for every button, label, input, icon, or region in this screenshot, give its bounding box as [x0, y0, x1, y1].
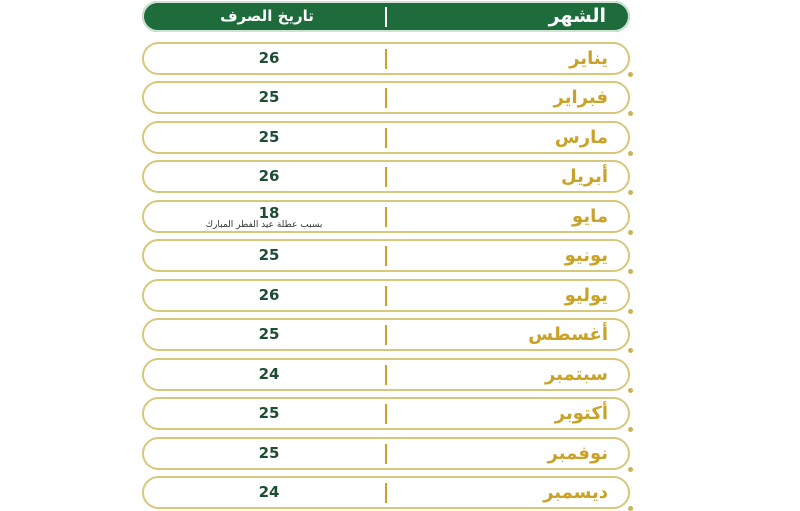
row-divider [385, 246, 387, 266]
month-name: يناير [569, 48, 608, 69]
payment-day: 25 [258, 444, 280, 462]
eid-holiday-note: بسبب عطلة عيد الفطر المبارك [205, 220, 323, 230]
row-divider [385, 207, 387, 227]
row-divider [385, 444, 387, 464]
row-divider [385, 167, 387, 187]
month-name: يونيو [564, 245, 608, 266]
month-name: يوليو [564, 285, 608, 306]
payment-day: 26 [258, 167, 280, 185]
row-divider [385, 483, 387, 503]
payment-day: 24 [258, 483, 280, 501]
row-divider [385, 325, 387, 345]
header-divider [385, 7, 387, 27]
month-name: نوفمبر [547, 443, 608, 464]
payment-day: 26 [258, 286, 280, 304]
payment-day: 25 [258, 88, 280, 106]
table-row [142, 476, 630, 509]
row-divider [385, 88, 387, 108]
row-divider [385, 49, 387, 69]
table-row [142, 160, 630, 193]
table-row [142, 397, 630, 430]
table-header [142, 1, 630, 32]
header-month-label: الشهر [548, 5, 606, 27]
month-name: أغسطس [528, 324, 608, 345]
month-name: سبتمبر [544, 364, 608, 385]
table-row [142, 279, 630, 312]
table-row [142, 437, 630, 470]
table-row [142, 200, 630, 233]
month-name: ديسمبر [543, 482, 608, 503]
table-row [142, 121, 630, 154]
month-name: مايو [572, 206, 608, 227]
payment-day: 25 [258, 128, 280, 146]
month-name: فبراير [553, 87, 608, 108]
payment-day: 24 [258, 365, 280, 383]
row-divider [385, 286, 387, 306]
payment-day: 26 [258, 49, 280, 67]
month-name: أبريل [561, 166, 608, 187]
month-name: مارس [554, 127, 608, 148]
table-row [142, 358, 630, 391]
row-divider [385, 365, 387, 385]
payment-day: 25 [258, 246, 280, 264]
payment-day: 25 [258, 404, 280, 422]
payment-day: 25 [258, 325, 280, 343]
payment-day: 18 [258, 204, 280, 222]
header-date-label: تاريخ الصرف [220, 7, 314, 25]
row-divider [385, 404, 387, 424]
row-divider [385, 128, 387, 148]
table-row [142, 318, 630, 351]
table-row [142, 239, 630, 272]
table-row [142, 42, 630, 75]
table-row [142, 81, 630, 114]
month-name: أكتوبر [554, 403, 608, 424]
